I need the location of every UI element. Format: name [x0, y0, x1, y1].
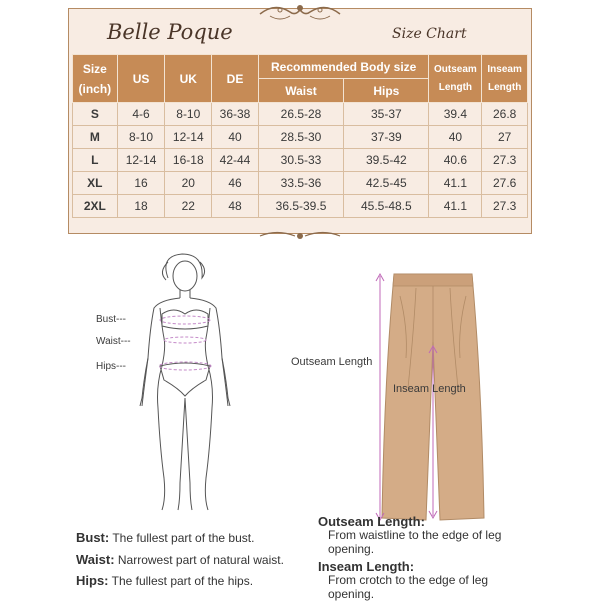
header-outseam-label: Outseam — [433, 63, 477, 75]
cell-inseam: 27.6 — [482, 172, 528, 195]
header-de: DE — [212, 55, 259, 103]
inseam-text-line2: opening. — [328, 587, 375, 601]
bust-term: Bust: — [76, 530, 110, 545]
bust-definition — [76, 530, 254, 545]
header-inseam — [482, 55, 528, 103]
waist-definition — [76, 552, 284, 567]
outseam-arrow-icon — [372, 272, 388, 522]
cell-us: 16 — [117, 172, 165, 195]
cell-us: 18 — [117, 195, 165, 218]
cell-uk: 8-10 — [165, 103, 212, 126]
brand-logo: Belle Poque — [107, 20, 233, 44]
inseam-length-label: Inseam Length — [393, 383, 466, 395]
header-hips: Hips — [344, 79, 429, 103]
hips-definition — [76, 573, 253, 588]
header-size-unit: (inch) — [78, 81, 112, 96]
inseam-term: Inseam Length: — [318, 559, 415, 574]
cell-hips: 39.5-42 — [344, 149, 429, 172]
hips-label: Hips--- — [96, 361, 126, 372]
table-row — [73, 149, 528, 172]
cell-us: 4-6 — [117, 103, 165, 126]
cell-inseam: 26.8 — [482, 103, 528, 126]
waist-label: Waist--- — [96, 336, 131, 347]
header-inseam-length: Length — [487, 81, 522, 93]
size-table — [72, 54, 528, 218]
header-us: US — [117, 55, 165, 103]
header-recommended: Recommended Body size — [258, 55, 429, 79]
cell-de: 36-38 — [212, 103, 259, 126]
cell-waist: 33.5-36 — [258, 172, 343, 195]
body-figure-icon — [130, 248, 240, 518]
hips-term: Hips: — [76, 573, 109, 588]
cell-de: 48 — [212, 195, 259, 218]
cell-de: 40 — [212, 126, 259, 149]
cell-size: L — [73, 149, 118, 172]
header-waist: Waist — [258, 79, 343, 103]
cell-uk: 22 — [165, 195, 212, 218]
header-size — [73, 55, 118, 103]
table-row — [73, 103, 528, 126]
cell-size: XL — [73, 172, 118, 195]
cell-outseam: 41.1 — [429, 172, 482, 195]
header-inseam-label: Inseam — [487, 63, 522, 75]
header-outseam-length: Length — [438, 81, 473, 93]
outseam-text-line1: From waistline to the edge of leg — [328, 528, 502, 542]
outseam-term: Outseam Length: — [318, 514, 425, 529]
cell-outseam: 41.1 — [429, 195, 482, 218]
header-size-label: Size — [82, 61, 107, 76]
cell-inseam: 27.3 — [482, 149, 528, 172]
cell-hips: 37-39 — [344, 126, 429, 149]
header-uk: UK — [165, 55, 212, 103]
inseam-text-line1: From crotch to the edge of leg — [328, 573, 489, 587]
cell-outseam: 40 — [429, 126, 482, 149]
outseam-text — [328, 528, 528, 556]
cell-de: 42-44 — [212, 149, 259, 172]
inseam-arrow-icon — [426, 344, 440, 520]
cell-outseam: 39.4 — [429, 103, 482, 126]
bust-label: Bust--- — [96, 314, 126, 325]
cell-waist: 26.5-28 — [258, 103, 343, 126]
cell-uk: 12-14 — [165, 126, 212, 149]
cell-outseam: 40.6 — [429, 149, 482, 172]
cell-inseam: 27 — [482, 126, 528, 149]
cell-waist: 30.5-33 — [258, 149, 343, 172]
table-row — [73, 195, 528, 218]
outseam-length-label: Outseam Length — [291, 356, 373, 368]
outseam-text-line2: opening. — [328, 542, 375, 556]
bust-text: The fullest part of the bust. — [112, 531, 255, 545]
cell-uk: 20 — [165, 172, 212, 195]
header-outseam — [429, 55, 482, 103]
cell-us: 8-10 — [117, 126, 165, 149]
waist-term: Waist: — [76, 552, 115, 567]
hips-text: The fullest part of the hips. — [111, 574, 254, 588]
chart-title: Size Chart — [392, 26, 467, 42]
waist-text: Narrowest part of natural waist. — [117, 553, 284, 567]
cell-uk: 16-18 — [165, 149, 212, 172]
top-ornament-icon — [250, 0, 350, 22]
bottom-ornament-icon — [255, 229, 345, 243]
size-table-body — [73, 103, 528, 218]
cell-waist: 36.5-39.5 — [258, 195, 343, 218]
cell-hips: 35-37 — [344, 103, 429, 126]
cell-hips: 42.5-45 — [344, 172, 429, 195]
cell-size: S — [73, 103, 118, 126]
inseam-text — [328, 573, 528, 601]
cell-de: 46 — [212, 172, 259, 195]
cell-size: M — [73, 126, 118, 149]
cell-size: 2XL — [73, 195, 118, 218]
table-row — [73, 172, 528, 195]
cell-us: 12-14 — [117, 149, 165, 172]
table-row — [73, 126, 528, 149]
cell-inseam: 27.3 — [482, 195, 528, 218]
cell-waist: 28.5-30 — [258, 126, 343, 149]
cell-hips: 45.5-48.5 — [344, 195, 429, 218]
